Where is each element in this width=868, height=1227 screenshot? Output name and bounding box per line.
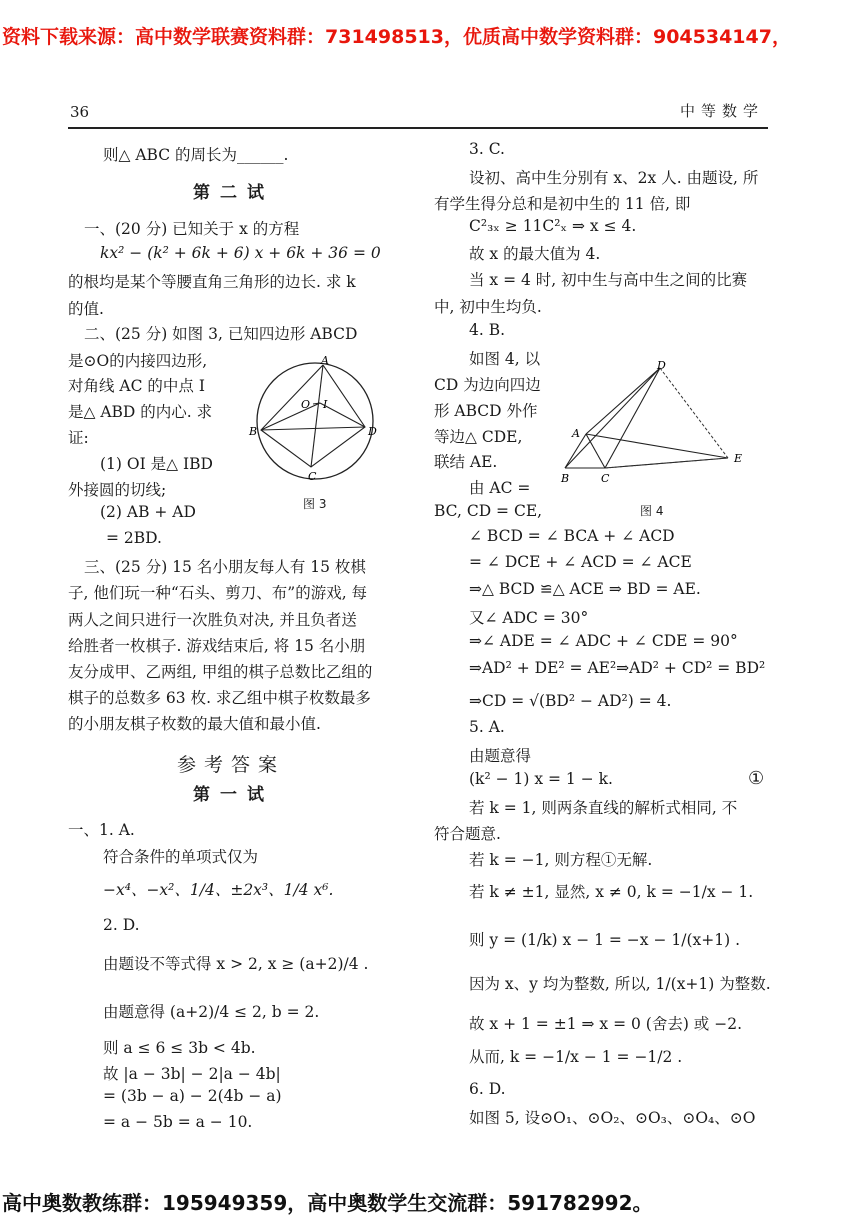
math-line: ∠ BCD = ∠ BCA + ∠ ACD: [469, 527, 675, 545]
math-line: = a − 5b = a − 10.: [103, 1113, 253, 1131]
header-rule: [68, 127, 768, 129]
fig4-label-c: C: [601, 472, 610, 485]
math-line: −x⁴、−x²、1/4、±2x³、1/4 x⁶.: [103, 881, 334, 899]
journal-title: 中等数学: [680, 102, 765, 120]
text-line: 由题意得: [469, 747, 532, 765]
text-line: 是⊙O的内接四边形,: [68, 352, 208, 370]
text-line: 对角线 AC 的中点 I: [68, 377, 205, 395]
text-line: 若 k = 1, 则两条直线的解析式相同, 不: [469, 799, 738, 817]
bottom-banner: 高中奥数教练群：195949359，高中奥数学生交流群：591782992。: [2, 1191, 653, 1215]
text-line: 友分成甲、乙两组, 甲组的棋子总数比乙组的: [68, 663, 373, 681]
math-line: ⇒∠ ADE = ∠ ADC + ∠ CDE = 90°: [469, 632, 738, 650]
text-line: 外接圆的切线;: [68, 481, 167, 499]
figure-4: [555, 358, 755, 488]
text-line: 给胜者一枚棋子. 游戏结束后, 将 15 名小朋: [68, 637, 366, 655]
text-line: 两人之间只进行一次胜负对决, 并且负者送: [68, 611, 357, 629]
text-line: 如图 4, 以: [469, 350, 541, 368]
text-line: 若 k = −1, 则方程①无解.: [469, 851, 653, 869]
text-line: 联结 AE.: [434, 453, 498, 471]
math-line: 故 x + 1 = ±1 ⇒ x = 0 (舍去) 或 −2.: [469, 1015, 742, 1033]
page-number: 36: [70, 103, 90, 121]
section-title: 第二试: [193, 183, 274, 203]
fig3-label-d: D: [368, 425, 377, 438]
answer-heading: 6. D.: [469, 1080, 506, 1098]
text-line: 符合题意.: [434, 825, 501, 843]
text-line: BC, CD = CE,: [434, 502, 543, 520]
text-line: 中, 初中生均负.: [434, 298, 542, 316]
text-line: 设初、高中生分别有 x、2x 人. 由题设, 所: [469, 169, 759, 187]
math-line: ⇒AD² + DE² = AE²⇒AD² + CD² = BD²: [469, 659, 766, 677]
text-line: (1) OI 是△ IBD: [100, 455, 213, 473]
answer-heading: 一、1. A.: [68, 821, 135, 839]
text-line: 二、(25 分) 如图 3, 已知四边形 ABCD: [84, 325, 358, 343]
text-line: 三、(25 分) 15 名小朋友每人有 15 枚棋: [84, 558, 366, 576]
math-line: 由题设不等式得 x > 2, x ≥ (a+2)/4 .: [103, 955, 369, 973]
text-line: 有学生得分总和是初中生的 11 倍, 即: [434, 195, 691, 213]
equation: kx² − (k² + 6k + 6) x + 6k + 36 = 0: [100, 244, 381, 262]
fig4-label-b: B: [561, 472, 570, 485]
math-line: (k² − 1) x = 1 − k.: [469, 770, 613, 788]
text-line: 的小朋友棋子枚数的最大值和最小值.: [68, 715, 321, 733]
math-line: 故 |a − 3b| − 2|a − 4b|: [103, 1065, 281, 1083]
math-line: 因为 x、y 均为整数, 所以, 1/(x+1) 为整数.: [469, 975, 771, 993]
text-line: 形 ABCD 外作: [434, 402, 538, 420]
math-line: = (3b − a) − 2(4b − a): [103, 1087, 282, 1105]
text-line: 符合条件的单项式仅为: [103, 848, 259, 866]
fig4-label-d: D: [657, 359, 666, 372]
fig3-label-i: I: [323, 398, 328, 411]
fig3-label-o: O: [301, 398, 311, 411]
answer-heading: 5. A.: [469, 718, 505, 736]
figure-3: [245, 355, 390, 490]
answer-heading: 3. C.: [469, 140, 505, 158]
math-line: 则 y = (1/k) x − 1 = −x − 1/(x+1) .: [469, 931, 741, 949]
text-line: 等边△ CDE,: [434, 428, 523, 446]
text-line: 棋子的总数多 63 枚. 求乙组中棋子枚数最多: [68, 689, 371, 707]
text-line: 一、(20 分) 已知关于 x 的方程: [84, 220, 300, 238]
text-line: (2) AB + AD: [100, 503, 196, 521]
answers-title: 参考答案: [177, 754, 286, 776]
math-line: 由题意得 (a+2)/4 ≤ 2, b = 2.: [103, 1003, 320, 1021]
text-line: 证:: [68, 429, 89, 447]
text-line: 的值.: [68, 300, 104, 318]
answer-heading: 4. B.: [469, 321, 506, 339]
math-line: 又∠ ADC = 30°: [469, 609, 589, 627]
fig4-label-a: A: [572, 427, 580, 440]
text-line: 由 AC =: [469, 479, 531, 497]
text-line: 如图 5, 设⊙O₁、⊙O₂、⊙O₃、⊙O₄、⊙O: [469, 1109, 756, 1127]
text-line: 则△ ABC 的周长为______.: [103, 146, 289, 164]
figure-4-caption: 图 4: [640, 504, 664, 518]
math-line: 则 a ≤ 6 ≤ 3b < 4b.: [103, 1039, 256, 1057]
top-banner: 资料下载来源：高中数学联赛资料群：731498513，优质高中数学资料群：904534147，: [2, 26, 791, 48]
text-line: 当 x = 4 时, 初中生与高中生之间的比赛: [469, 271, 748, 289]
math-line: 从而, k = −1/x − 1 = −1/2 .: [469, 1048, 683, 1066]
math-line: 若 k ≠ ±1, 显然, x ≠ 0, k = −1/x − 1.: [469, 883, 754, 901]
equation-marker: ①: [748, 768, 765, 789]
text-line: = 2BD.: [106, 529, 162, 547]
text-line: 故 x 的最大值为 4.: [469, 245, 601, 263]
text-line: 的根均是某个等腰直角三角形的边长. 求 k: [68, 273, 356, 291]
fig3-label-c: C: [308, 470, 317, 483]
fig4-label-e: E: [734, 452, 743, 465]
figure-3-caption: 图 3: [303, 497, 327, 511]
fig3-label-b: B: [249, 425, 258, 438]
math-line: C²₃ₓ ≥ 11C²ₓ ⇒ x ≤ 4.: [469, 217, 637, 235]
math-line: = ∠ DCE + ∠ ACD = ∠ ACE: [469, 553, 692, 571]
text-line: 是△ ABD 的内心. 求: [68, 403, 213, 421]
answer-heading: 2. D.: [103, 916, 140, 934]
fig3-label-a: A: [321, 355, 329, 367]
math-line: ⇒△ BCD ≌△ ACE ⇒ BD = AE.: [469, 580, 701, 598]
math-line: ⇒CD = √(BD² − AD²) = 4.: [469, 692, 672, 710]
text-line: 子, 他们玩一种“石头、剪刀、布”的游戏, 每: [68, 584, 368, 602]
text-line: CD 为边向四边: [434, 376, 541, 394]
section-title: 第一试: [193, 785, 274, 805]
